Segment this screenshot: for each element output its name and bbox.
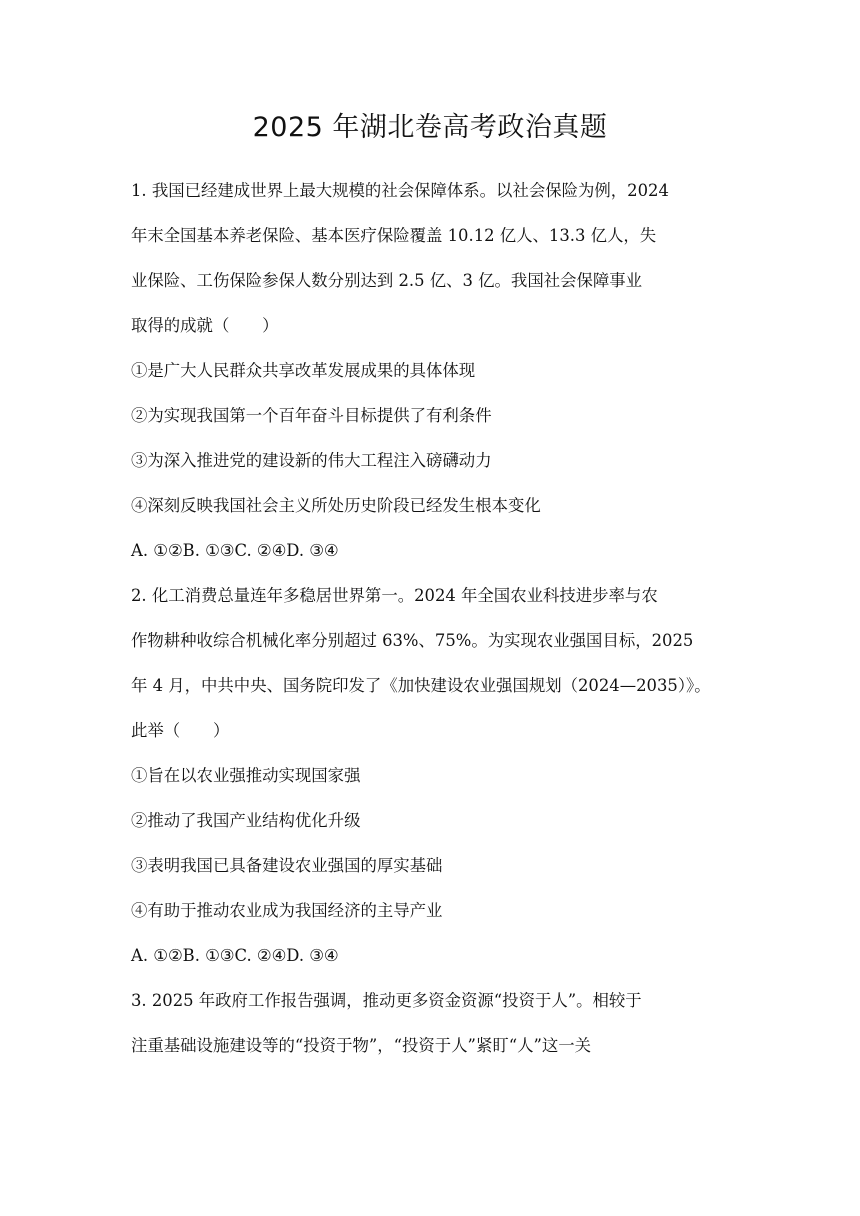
page-title: 2025 年湖北卷高考政治真题 (252, 112, 608, 143)
question-option: ③表明我国已具备建设农业强国的厚实基础 (131, 856, 443, 875)
question-stem-line: 作物耕种收综合机械化率分别超过 63%、75%。为实现农业强国目标，2025 (131, 631, 694, 650)
question-stem-line: 年 4 月，中共中央、国务院印发了《加快建设农业强国规划（2024—2035）》。 (131, 676, 711, 695)
question-option: ②推动了我国产业结构优化升级 (131, 811, 361, 830)
question-option: ①旨在以农业强推动实现国家强 (131, 766, 361, 785)
question-2 (131, 573, 739, 978)
question-option: ④深刻反映我国社会主义所处历史阶段已经发生根本变化 (131, 496, 541, 515)
question-stem-line: 注重基础设施建设等的“投资于物”，“投资于人”紧盯“人”这一关 (131, 1036, 592, 1055)
question-stem-line: 年末全国基本养老保险、基本医疗保险覆盖 10.12 亿人、13.3 亿人，失 (131, 226, 657, 245)
question-stem-line: 1. 我国已经建成世界上最大规模的社会保障体系。以社会保险为例，2024 (131, 181, 669, 200)
question-option: ③为深入推进党的建设新的伟大工程注入磅礴动力 (131, 451, 492, 470)
question-stem-line: 业保险、工伤保险参保人数分别达到 2.5 亿、3 亿。我国社会保障事业 (131, 271, 643, 290)
question-option: ④有助于推动农业成为我国经济的主导产业 (131, 901, 443, 920)
question-stem-line: 取得的成就（ ） (131, 316, 279, 335)
question-1 (131, 168, 739, 573)
question-option: ②为实现我国第一个百年奋斗目标提供了有利条件 (131, 406, 492, 425)
answer-choices: A. ①②B. ①③C. ②④D. ③④ (131, 541, 339, 560)
question-3 (131, 978, 739, 1068)
answer-choices: A. ①②B. ①③C. ②④D. ③④ (131, 946, 339, 965)
document-body (131, 168, 739, 1068)
question-stem-line: 此举（ ） (131, 721, 230, 740)
question-option: ①是广大人民群众共享改革发展成果的具体体现 (131, 361, 476, 380)
question-stem-line: 3. 2025 年政府工作报告强调，推动更多资金资源“投资于人”。相较于 (131, 991, 642, 1010)
question-stem-line: 2. 化工消费总量连年多稳居世界第一。2024 年全国农业科技进步率与农 (131, 586, 658, 605)
